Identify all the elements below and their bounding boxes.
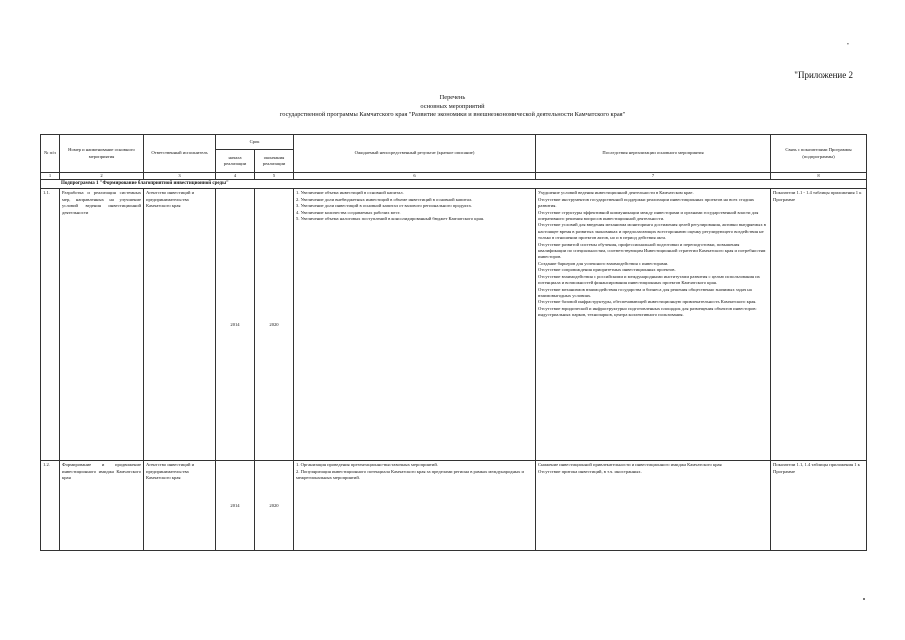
row-name: Разработка и реализация системных мер, направленных на улучшение условий ведения инвестиционной деятельности xyxy=(60,189,144,461)
col-number: 4 xyxy=(216,173,255,180)
table-row xyxy=(41,189,867,461)
col-header-num: № п/п xyxy=(41,135,60,173)
result-item: 5. Увеличение объема налоговых поступлений в консолидированный бюджет Камчатского края. xyxy=(296,216,485,222)
consequence-item: Отсутствие условий для введения механизма мониторинга достижения целей регулирования, активно внедряемых в настоящее время в развитых экономиках и предполагающих всестороннюю оценку регулирующего воздействия не только в отношении проектов актов, но и в период действия акта. xyxy=(538,222,766,241)
col-header-link: Связь с показателями Программы (подпрограммы) xyxy=(771,135,867,173)
appendix-label: "Приложение 2 xyxy=(794,70,853,80)
col-header-term: Срок xyxy=(216,135,294,150)
col-header-start: начала реализации xyxy=(216,150,255,173)
result-item: 2. Увеличение доли внебюджетных инвестиций в объеме инвестиций в основной капитал. xyxy=(296,196,473,202)
row-link: Показатели 1.1, 1.4 таблицы приложения 1 к Программе xyxy=(771,461,867,551)
row-start: 2014 xyxy=(216,189,255,461)
col-number: 6 xyxy=(294,173,536,180)
measures-table xyxy=(40,134,867,551)
scan-speck: • xyxy=(846,42,849,48)
consequence-item: Отсутствие взаимодействия с российскими и международными институтами развития с целью использования их потенциала и возможностей финансирования инвестиционных проектов Камчатского края. xyxy=(538,273,760,286)
heading-title: Перечень xyxy=(439,94,466,101)
col-number: 7 xyxy=(536,173,771,180)
row-consequences xyxy=(536,461,771,551)
row-num: 1.1. xyxy=(41,189,60,461)
row-executor: Агентство инвестиций и предпринимательства Камчатского края xyxy=(144,189,216,461)
col-header-result: Ожидаемый непосредственный результат (краткое описание) xyxy=(294,135,536,173)
row-results xyxy=(294,461,536,551)
col-number: 1 xyxy=(41,173,60,180)
table-row xyxy=(41,461,867,551)
heading-subtitle: основных мероприятий xyxy=(420,102,485,110)
consequence-item: Отсутствие юридической и инфраструктурно подготовленных площадок для размещения объектов инвесторов: индустриальных парков, технопарков, центра коллективного пользования. xyxy=(538,305,757,318)
consequence-item: Отсутствие притока инвестиций, в т.ч. иностранных. xyxy=(538,468,642,474)
col-number: 5 xyxy=(255,173,294,180)
col-header-end: окончания реализации xyxy=(255,150,294,173)
scan-speck xyxy=(863,598,865,600)
row-start: 2014 xyxy=(216,461,255,551)
result-item: 1. Организация проведения презентационно-выставочных мероприятий. xyxy=(296,462,438,468)
consequence-item: Отсутствие механизмов взаимодействия государства и бизнеса для решения общественно значимых задач на взаимовыгодных условиях. xyxy=(538,286,752,298)
row-end: 2020 xyxy=(255,189,294,461)
row-executor: Агентство инвестиций и предпринимательства Камчатского края xyxy=(144,461,216,551)
col-header-consequences: Последствия нереализации основного мероприятия xyxy=(536,135,771,173)
col-number: 2 xyxy=(60,173,144,180)
col-header-name: Номер и наименование основного мероприятия xyxy=(60,135,144,173)
consequence-item: Ухудшение условий ведения инвестиционной деятельности в Камчатском крае. xyxy=(538,190,694,196)
subprogram-row xyxy=(41,180,867,189)
result-item: 1. Увеличение объема инвестиций в основной капитал. xyxy=(296,190,404,196)
row-results xyxy=(294,189,536,461)
consequence-item: Отсутствие базовой инфраструктуры, обеспечивающей инвестиционную привлекательность Камчатского края. xyxy=(538,299,757,305)
row-num: 1.2. xyxy=(41,461,60,551)
consequence-item: Отсутствие развитой системы обучения, профессиональной подготовки и переподготовки, повышения квалификации по специальностям, соответствующим Инвестиционной стратегии Камчатского края и потребностям инвесторов. xyxy=(538,241,766,260)
col-number: 3 xyxy=(144,173,216,180)
result-item: 2. Популяризация инвестиционного потенциала Камчатского края за пределами региона в рамках международных и межрегиональных мероприятий. xyxy=(296,468,524,481)
column-numbers-row xyxy=(41,173,867,180)
row-link: Показатели 1.1 - 1.4 таблицы приложения 1 к Программе xyxy=(771,189,867,461)
subprogram-title: Подпрограмма 1 "Формирование благоприятной инвестиционной среды" xyxy=(41,180,867,189)
consequence-item: Создание барьеров для успешного взаимодействия с инвесторами. xyxy=(538,260,669,266)
consequence-item: Отсутствие сопровождения приоритетных инвестиционных проектов. xyxy=(538,267,676,273)
row-name: Формирование и продвижение инвестиционного имиджа Камчатского края xyxy=(60,461,144,551)
col-number: 8 xyxy=(771,173,867,180)
consequence-item: Отсутствие структуры эффективной коммуникации между инвесторами и органами государственной власти для оперативного решения вопросов инвестиционной деятельности. xyxy=(538,209,759,222)
col-header-executor: Ответственный исполнитель xyxy=(144,135,216,173)
heading-program: государственной программы Камчатского края "Развитие экономики и внешнеэкономической деятельности Камчатского края" xyxy=(279,111,626,118)
document-heading xyxy=(0,94,905,120)
consequence-item: Отсутствие инструментов государственной поддержки реализации инвестиционных проектов на всех стадиях развития. xyxy=(538,196,755,209)
consequence-item: Снижение инвестиционной привлекательности и инвестиционного имиджа Камчатского края xyxy=(538,462,722,468)
row-end: 2020 xyxy=(255,461,294,551)
result-item: 4. Увеличение количества создаваемых рабочих мест. xyxy=(296,209,401,215)
row-consequences xyxy=(536,189,771,461)
result-item: 3. Увеличение доли инвестиций в основной капитал от валового регионального продукта. xyxy=(296,203,472,209)
